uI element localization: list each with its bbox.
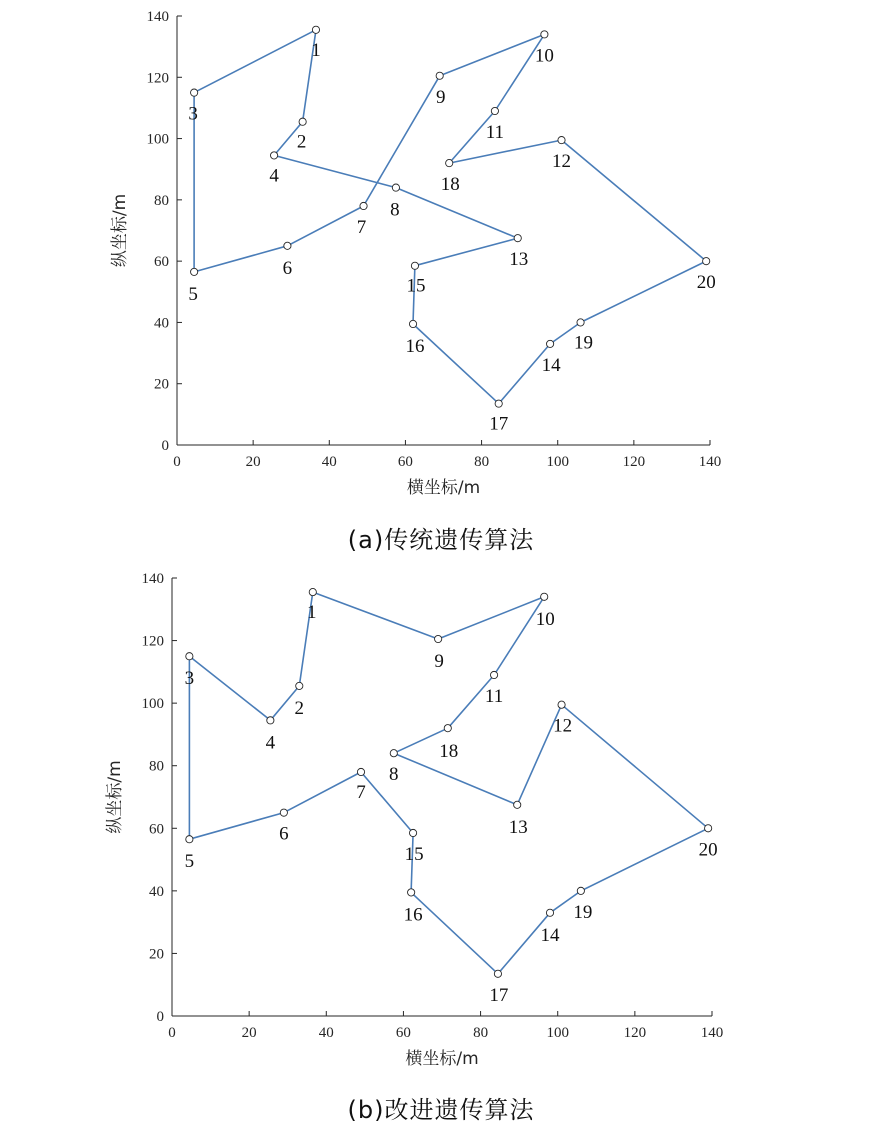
city-label-9: 9 [434,651,444,673]
city-label-20: 20 [698,839,718,861]
city-marker-2 [299,118,306,125]
city-marker-13 [514,801,521,808]
city-marker-12 [558,137,565,144]
city-marker-4 [270,152,277,159]
y-axis-title: 纵坐标/m [105,760,125,834]
city-marker-20 [705,825,712,832]
x-tick-label: 40 [318,1025,334,1041]
city-marker-12 [558,701,565,708]
route-line [194,30,706,404]
city-label-19: 19 [573,901,593,923]
city-label-5: 5 [188,283,198,305]
city-marker-11 [490,671,497,678]
caption-improved-ga: (b)改进遗传算法 [347,1096,535,1124]
x-tick-label: 0 [168,1025,176,1041]
city-marker-9 [436,72,443,79]
city-label-15: 15 [404,843,424,865]
city-label-4: 4 [269,165,279,187]
city-marker-6 [284,242,291,249]
city-marker-19 [577,887,584,894]
city-marker-16 [408,889,415,896]
city-marker-6 [280,809,287,816]
city-marker-17 [494,970,501,977]
city-label-7: 7 [356,781,366,803]
city-marker-8 [390,750,397,757]
city-label-15: 15 [406,275,426,297]
city-label-17: 17 [489,984,509,1006]
y-tick-label: 60 [149,821,164,838]
y-tick-label: 0 [161,438,169,454]
x-tick-label: 100 [546,454,569,470]
y-tick-label: 20 [154,376,169,393]
city-label-19: 19 [574,332,594,354]
x-axis-title: 横坐标/m [406,478,481,498]
y-tick-label: 60 [154,254,169,271]
y-tick-label: 40 [149,883,164,900]
city-marker-2 [296,682,303,689]
city-label-11: 11 [485,121,505,143]
y-tick-label: 80 [154,192,169,209]
city-marker-20 [703,258,710,265]
city-label-13: 13 [508,816,528,838]
city-label-6: 6 [282,257,293,279]
x-tick-label: 80 [474,454,490,470]
x-tick-label: 120 [622,454,646,470]
city-label-8: 8 [389,764,399,786]
x-tick-label: 60 [397,454,413,470]
city-marker-9 [435,635,442,642]
city-label-1: 1 [307,602,317,624]
city-marker-8 [392,184,399,191]
city-marker-13 [514,235,521,242]
city-label-14: 14 [540,924,560,946]
city-marker-14 [547,340,554,347]
city-label-16: 16 [403,904,423,926]
x-tick-label: 0 [173,454,181,470]
city-marker-10 [541,593,548,600]
city-marker-15 [409,829,416,836]
city-label-3: 3 [188,103,198,125]
city-marker-1 [309,588,316,595]
city-label-11: 11 [484,685,504,707]
y-tick-label: 120 [146,70,169,87]
city-marker-19 [577,319,584,326]
y-tick-label: 40 [154,315,169,332]
city-label-20: 20 [696,272,716,294]
city-marker-3 [191,89,198,96]
city-marker-5 [191,268,198,275]
city-label-4: 4 [265,732,276,754]
city-marker-7 [360,202,367,209]
city-label-10: 10 [535,608,555,630]
x-tick-label: 140 [700,1025,724,1041]
city-label-16: 16 [405,335,425,357]
y-tick-label: 80 [149,758,164,775]
city-marker-4 [267,717,274,724]
city-marker-7 [357,768,364,775]
x-tick-label: 40 [321,454,337,470]
x-tick-label: 60 [395,1025,411,1041]
city-label-9: 9 [435,86,446,108]
city-label-14: 14 [541,354,561,376]
city-marker-14 [546,909,553,916]
x-tick-label: 20 [245,454,261,470]
route-line [189,592,708,974]
city-label-12: 12 [553,715,573,737]
city-label-1: 1 [311,39,321,61]
x-axis-title: 横坐标/m [405,1049,479,1069]
caption-traditional-ga: (a)传统遗传算法 [347,526,535,554]
city-marker-18 [446,159,453,166]
city-label-2: 2 [296,131,307,153]
city-marker-10 [541,31,548,38]
y-tick-label: 120 [141,633,164,650]
city-marker-1 [312,26,319,33]
y-tick-label: 140 [141,571,164,587]
y-tick-label: 100 [146,131,169,148]
city-marker-16 [409,320,416,327]
city-label-8: 8 [390,199,400,221]
city-label-3: 3 [184,668,195,690]
city-label-17: 17 [489,413,509,435]
city-label-7: 7 [356,216,367,238]
city-label-6: 6 [279,823,289,845]
x-tick-label: 120 [623,1025,647,1041]
x-tick-label: 20 [241,1025,257,1041]
chart-traditional-ga [110,9,721,498]
city-label-18: 18 [439,741,459,763]
city-label-10: 10 [534,45,554,67]
y-tick-label: 20 [149,946,164,963]
x-tick-label: 140 [698,454,722,470]
y-tick-label: 140 [146,9,169,25]
city-marker-11 [491,107,498,114]
y-tick-label: 100 [141,696,164,713]
city-marker-17 [495,400,502,407]
city-marker-3 [186,653,193,660]
y-tick-label: 0 [156,1009,164,1025]
x-tick-label: 80 [473,1025,489,1041]
y-axis-title: 纵坐标/m [110,193,130,268]
chart-improved-ga [105,571,723,1069]
city-marker-18 [444,725,451,732]
x-tick-label: 100 [546,1025,569,1041]
city-label-18: 18 [440,174,460,196]
city-label-5: 5 [184,851,195,873]
city-marker-15 [411,262,418,269]
city-label-13: 13 [509,249,529,271]
city-marker-5 [186,836,193,843]
city-label-2: 2 [294,697,305,719]
city-label-12: 12 [552,151,572,173]
